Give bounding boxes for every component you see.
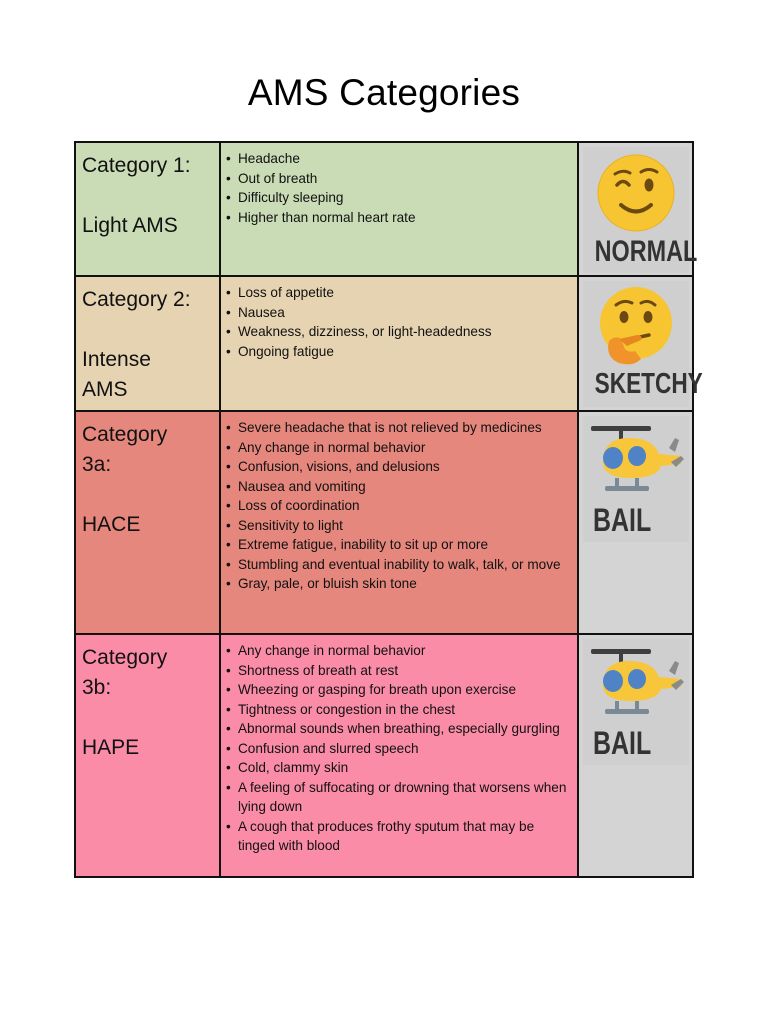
category-name: HAPE	[82, 736, 140, 759]
page-title: AMS Categories	[247, 72, 521, 113]
badge-cell	[578, 411, 693, 634]
symptom-item: • Severe headache that is not relieved by medicines	[226, 418, 573, 438]
symptoms-cell	[220, 411, 578, 634]
symptom-item: • Shortness of breath at rest	[226, 661, 573, 681]
category-row-3a	[75, 411, 693, 634]
symptom-item: • Tightness or congestion in the chest	[226, 700, 573, 720]
symptom-item: • Any change in normal behavior	[226, 438, 573, 458]
symptoms-cell	[220, 142, 578, 276]
category-label: Category 1:	[82, 154, 191, 177]
thinking-face-icon	[583, 281, 689, 371]
category-cell	[75, 142, 220, 276]
winking-face-icon	[583, 147, 689, 237]
badge-cell	[578, 634, 693, 877]
badge-label: BAIL	[592, 502, 651, 538]
category-name: HACE	[82, 513, 141, 536]
symptom-item: • Nausea	[226, 303, 573, 323]
symptom-item: • Difficulty sleeping	[226, 188, 573, 208]
symptom-list	[226, 283, 573, 361]
symptom-item: • Any change in normal behavior	[226, 641, 573, 661]
badge-cell	[578, 142, 697, 276]
symptom-item: • Sensitivity to light	[226, 516, 573, 536]
symptom-list	[226, 149, 573, 227]
badge-label: BAIL	[592, 725, 651, 761]
symptom-item: • Gray, pale, or bluish skin tone	[226, 574, 573, 594]
symptom-item: • Confusion and slurred speech	[226, 739, 573, 759]
helicopter-icon	[583, 639, 689, 725]
category-label: Category 3a:	[82, 423, 168, 476]
symptom-item: • A cough that produces frothy sputum that may be tinged with blood	[226, 817, 573, 856]
bail-badge	[583, 639, 689, 765]
symptom-item: • Stumbling and eventual inability to walk, talk, or move	[226, 555, 573, 575]
symptom-item: • Loss of coordination	[226, 496, 573, 516]
symptom-item: • Confusion, visions, and delusions	[226, 457, 573, 477]
symptom-item: • Ongoing fatigue	[226, 342, 573, 362]
category-cell	[75, 276, 220, 411]
badge-cell	[578, 276, 703, 411]
symptoms-cell	[220, 276, 578, 411]
symptom-item: • Weakness, dizziness, or light-headedness	[226, 322, 573, 342]
category-cell	[75, 411, 220, 634]
sketchy-badge	[583, 281, 703, 407]
category-label: Category 2:	[82, 288, 191, 311]
normal-badge	[583, 147, 697, 273]
category-cell	[75, 634, 220, 877]
symptom-list	[226, 641, 573, 856]
symptom-item: • Out of breath	[226, 169, 573, 189]
symptom-item: • Headache	[226, 149, 573, 169]
symptom-list	[226, 418, 573, 594]
ams-categories-table	[74, 141, 703, 878]
badge-label: NORMAL	[594, 235, 697, 268]
symptom-item: • Extreme fatigue, inability to sit up or more	[226, 535, 573, 555]
badge-label: SKETCHY	[594, 368, 703, 400]
symptoms-cell	[220, 634, 578, 877]
category-name: Intense AMS	[82, 348, 151, 401]
symptom-item: • Higher than normal heart rate	[226, 208, 573, 228]
symptom-item: • Loss of appetite	[226, 283, 573, 303]
symptom-item: • Wheezing or gasping for breath upon exercise	[226, 680, 573, 700]
symptom-item: • Cold, clammy skin	[226, 758, 573, 778]
category-row-2	[75, 276, 693, 411]
category-row-3b	[75, 634, 693, 877]
symptom-item: • A feeling of suffocating or drowning that worsens when lying down	[226, 778, 573, 817]
category-name: Light AMS	[82, 214, 178, 237]
helicopter-icon	[583, 416, 689, 502]
bail-badge	[583, 416, 689, 542]
category-row-1	[75, 142, 693, 276]
symptom-item: • Abnormal sounds when breathing, especially gurgling	[226, 719, 573, 739]
symptom-item: • Nausea and vomiting	[226, 477, 573, 497]
category-label: Category 3b:	[82, 646, 168, 699]
